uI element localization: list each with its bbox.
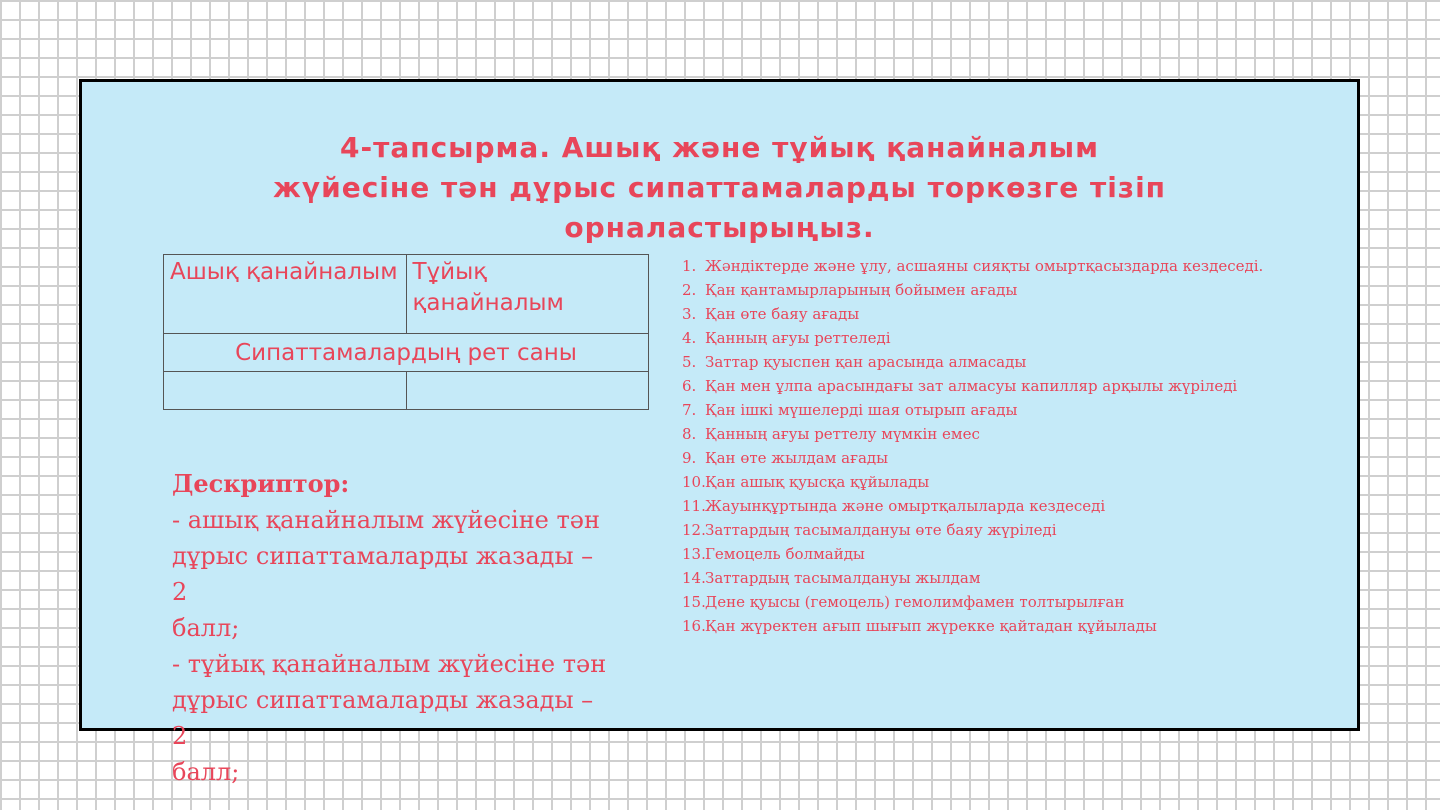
descriptor-line: дұрыс сипаттамаларды жазады – 2	[172, 542, 594, 606]
list-item-text: Заттардың тасымалдануы өте баяу жүріледі	[705, 521, 1057, 539]
list-item	[682, 374, 1263, 398]
list-item-number: 5.	[682, 353, 697, 371]
list-item-text: Қан мен ұлпа арасындағы зат алмасуы капилляр арқылы жүріледі	[705, 377, 1238, 395]
descriptor-line: - тұйық қанайналым жүйесіне тән	[172, 650, 607, 678]
list-item-text: Қан өте баяу ағады	[705, 305, 860, 323]
descriptor-line: балл;	[172, 758, 240, 786]
list-item	[682, 302, 1263, 326]
list-item	[682, 446, 1263, 470]
open-circulation-header: Ашық қанайналым	[164, 255, 407, 334]
list-item-number: 14.	[682, 569, 706, 587]
list-item-number: 16.	[682, 617, 706, 635]
answer-table	[163, 254, 649, 410]
descriptor-line: балл;	[172, 614, 240, 642]
list-item-text: Қан өте жылдам ағады	[705, 449, 889, 467]
list-item	[682, 350, 1263, 374]
list-item-text: Қанның ағуы реттеледі	[705, 329, 891, 347]
closed-circulation-header: Тұйық қанайналым	[406, 255, 649, 334]
descriptor-line: - ашық қанайналым жүйесіне тән	[172, 506, 600, 534]
list-item	[682, 254, 1263, 278]
list-item-number: 6.	[682, 377, 697, 395]
answer-table-input-row	[164, 372, 649, 410]
descriptor-line: дұрыс сипаттамаларды жазады – 2	[172, 686, 594, 750]
list-item-number: 7.	[682, 401, 697, 419]
task-title-line: жүйесіне тән дұрыс сипаттамаларды торкөзге тізіп	[272, 171, 1167, 204]
list-item-text: Гемоцель болмайды	[705, 545, 865, 563]
list-item	[682, 398, 1263, 422]
list-item	[682, 518, 1263, 542]
list-item-text: Дене қуысы (гемоцель) гемолимфамен толтырылған	[705, 593, 1125, 611]
list-item	[682, 566, 1263, 590]
list-item	[682, 590, 1263, 614]
task-card	[79, 79, 1360, 786]
task-title-line: орналастырыңыз.	[564, 211, 875, 244]
list-item-text: Қан ішкі мүшелерді шая отырып ағады	[705, 401, 1018, 419]
list-item-number: 9.	[682, 449, 697, 467]
list-item-text: Жауынқұртында және омыртқалыларда кездеседі	[705, 497, 1106, 515]
list-item-text: Жәндіктерде және ұлу, асшаяны сияқты омыртқасыздарда кездеседі.	[705, 257, 1264, 275]
list-item-text: Заттар қуыспен қан арасында алмасады	[705, 353, 1027, 371]
list-item-number: 15.	[682, 593, 706, 611]
list-item	[682, 470, 1263, 494]
closed-circulation-answer-cell[interactable]	[406, 372, 649, 410]
descriptor-block	[172, 466, 612, 790]
list-item-text: Қанның ағуы реттелу мүмкін емес	[705, 425, 980, 443]
list-item-text: Қан қантамырларының бойымен ағады	[705, 281, 1018, 299]
list-item-number: 12.	[682, 521, 706, 539]
task-title-line: 4-тапсырма. Ашық және тұйық қанайналым	[340, 131, 1099, 164]
list-item-number: 8.	[682, 425, 697, 443]
list-item-number: 1.	[682, 257, 697, 275]
sequence-number-label: Сипаттамалардың рет саны	[164, 334, 649, 372]
descriptor-heading: Дескриптор:	[172, 469, 350, 498]
list-item-number: 2.	[682, 281, 697, 299]
list-item-text: Қан жүректен ағып шығып жүрекке қайтадан құйылады	[705, 617, 1157, 635]
list-item-number: 4.	[682, 329, 697, 347]
list-item-number: 11.	[682, 497, 706, 515]
list-item-number: 3.	[682, 305, 697, 323]
answer-table-header-row	[164, 255, 649, 334]
list-item-text: Заттардың тасымалдануы жылдам	[705, 569, 981, 587]
list-item	[682, 494, 1263, 518]
list-item	[682, 542, 1263, 566]
open-circulation-answer-cell[interactable]	[164, 372, 407, 410]
list-item	[682, 614, 1263, 638]
characteristics-list	[682, 254, 1263, 638]
list-item	[682, 278, 1263, 302]
list-item-text: Қан ашық қуысқа құйылады	[705, 473, 930, 491]
list-item	[682, 422, 1263, 446]
list-item	[682, 326, 1263, 350]
list-item-number: 10.	[682, 473, 706, 491]
list-item-number: 13.	[682, 545, 706, 563]
task-title	[82, 128, 1357, 248]
answer-table-subheader-row	[164, 334, 649, 372]
